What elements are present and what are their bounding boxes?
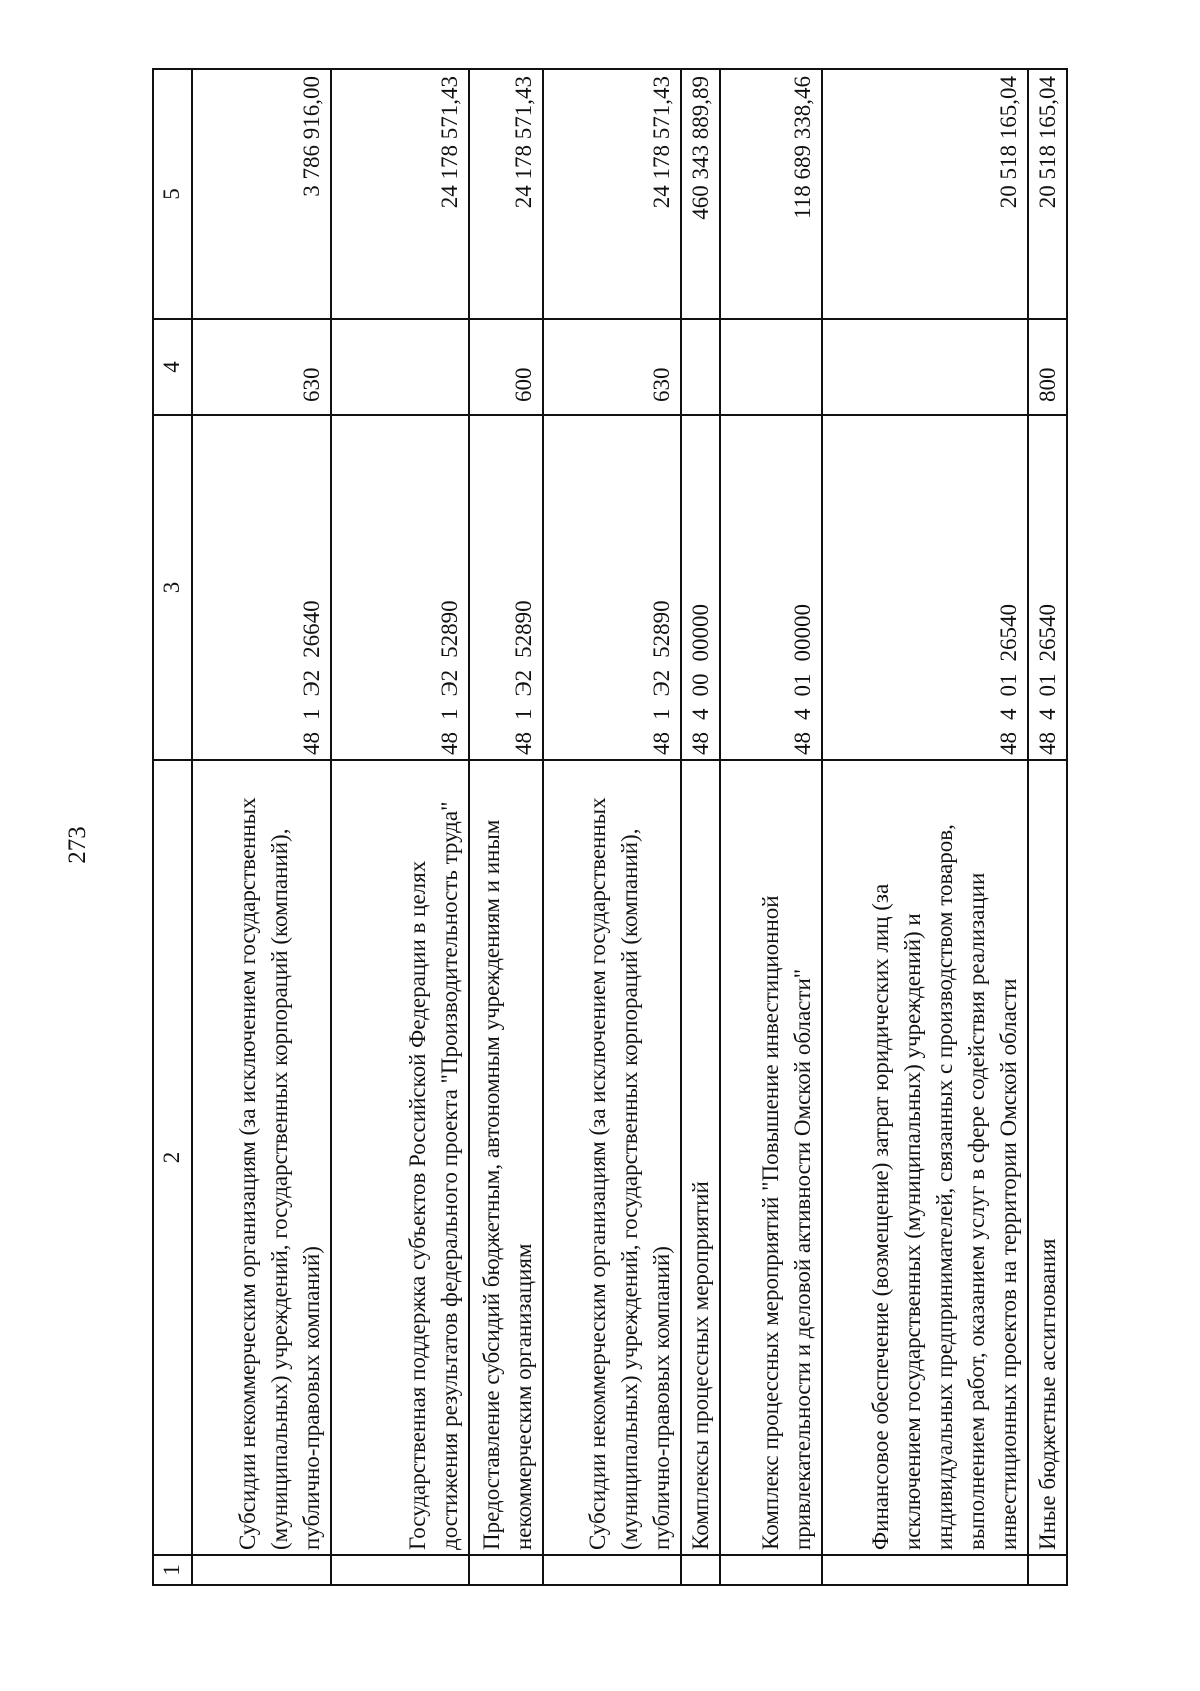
table-row bbox=[469, 69, 543, 1585]
row-code bbox=[1028, 415, 1067, 760]
code-segment: 48 bbox=[790, 732, 816, 755]
row-amount: 3 786 916,00 bbox=[192, 69, 331, 319]
code-segment: 26540 bbox=[995, 604, 1021, 662]
row-amount: 24 178 571,43 bbox=[331, 69, 470, 319]
code-segment: 4 bbox=[1035, 708, 1060, 720]
row-name: Финансовое обеспечение (возмещение) затрат юридических лиц (за исключением государственных (муниципальных) учреждений) и индивидуальных предпринимателей, связанных с производством товаров, выполнением работ, оказанием услуг в сфере содействия реализации инвестиционных проектов на территории Омской области bbox=[822, 760, 1028, 1555]
header-row bbox=[153, 69, 192, 1585]
code-segment: 4 bbox=[995, 708, 1021, 720]
row-name: Предоставление субсидий бюджетным, автономным учреждениям и иным некоммерческим организациям bbox=[469, 760, 543, 1555]
code-segment: 26540 bbox=[1035, 604, 1060, 662]
row-expense-type bbox=[720, 319, 822, 415]
header-col-2: 2 bbox=[153, 760, 192, 1555]
budget-table-frame bbox=[152, 70, 1068, 1586]
code-segment: 00000 bbox=[688, 604, 714, 662]
row-code bbox=[681, 415, 720, 760]
code-segment: 01 bbox=[1035, 673, 1060, 697]
header-col-4: 4 bbox=[153, 319, 192, 415]
row-index-cell bbox=[681, 1555, 720, 1585]
row-code bbox=[822, 415, 1028, 760]
code-segment: 48 bbox=[649, 732, 675, 755]
table-row bbox=[192, 69, 331, 1585]
code-segment: 48 bbox=[298, 732, 324, 755]
row-expense-type bbox=[822, 319, 1028, 415]
code-segment: Э2 bbox=[510, 669, 536, 697]
row-name: Субсидии некоммерческим организациям (за исключением государственных (муниципальных) учреждений, государственных корпораций (компаний), публично-правовых компаний) bbox=[192, 760, 331, 1555]
table-row bbox=[331, 69, 470, 1585]
code-segment: 01 bbox=[995, 673, 1021, 697]
row-code bbox=[192, 415, 331, 760]
code-segment: 52890 bbox=[649, 600, 675, 658]
code-segment: 48 bbox=[1035, 732, 1060, 755]
row-expense-type: 630 bbox=[192, 319, 331, 415]
row-name: Субсидии некоммерческим организациям (за исключением государственных (муниципальных) учреждений, государственных корпораций (компаний), публично-правовых компаний) bbox=[543, 760, 682, 1555]
table-row bbox=[681, 69, 720, 1585]
code-segment: 48 bbox=[995, 732, 1021, 755]
code-segment: 1 bbox=[510, 708, 536, 720]
row-expense-type: 630 bbox=[543, 319, 682, 415]
row-name: Комплекс процессных мероприятий "Повышение инвестиционной привлекательности и деловой активности Омской области" bbox=[720, 760, 822, 1555]
header-col-1: 1 bbox=[153, 1555, 192, 1585]
table-row bbox=[543, 69, 682, 1585]
code-segment: 4 bbox=[790, 708, 816, 720]
row-name: Комплексы процессных мероприятий bbox=[681, 760, 720, 1555]
row-code bbox=[469, 415, 543, 760]
code-segment: 1 bbox=[649, 708, 675, 720]
row-amount: 20 518 165,04 bbox=[1028, 69, 1067, 319]
code-segment: 01 bbox=[790, 673, 816, 697]
code-segment: 4 bbox=[688, 708, 714, 720]
code-segment: 00000 bbox=[790, 604, 816, 662]
code-segment: 00 bbox=[688, 673, 714, 697]
page-number: 273 bbox=[64, 826, 91, 864]
code-segment: 48 bbox=[437, 732, 463, 755]
code-segment: 26640 bbox=[298, 600, 324, 658]
table-row bbox=[822, 69, 1028, 1585]
table-row bbox=[720, 69, 822, 1585]
row-code bbox=[331, 415, 470, 760]
row-name: Государственная поддержка субъектов Российской Федерации в целях достижения результатов федерального проекта "Производительность труда" bbox=[331, 760, 470, 1555]
row-expense-type: 600 bbox=[469, 319, 543, 415]
row-amount: 20 518 165,04 bbox=[822, 69, 1028, 319]
row-amount: 24 178 571,43 bbox=[469, 69, 543, 319]
row-amount: 24 178 571,43 bbox=[543, 69, 682, 319]
row-index-cell bbox=[192, 1555, 331, 1585]
row-index-cell bbox=[543, 1555, 682, 1585]
row-index-cell bbox=[469, 1555, 543, 1585]
row-name: Иные бюджетные ассигнования bbox=[1028, 760, 1067, 1555]
budget-table bbox=[152, 68, 1068, 1586]
row-expense-type: 800 bbox=[1028, 319, 1067, 415]
row-index-cell bbox=[720, 1555, 822, 1585]
row-amount: 460 343 889,89 bbox=[681, 69, 720, 319]
row-index-cell bbox=[822, 1555, 1028, 1585]
row-index-cell bbox=[331, 1555, 470, 1585]
row-index-cell bbox=[1028, 1555, 1067, 1585]
code-segment: Э2 bbox=[649, 669, 675, 697]
code-segment: 48 bbox=[688, 732, 714, 755]
code-segment: 1 bbox=[437, 708, 463, 720]
table-row bbox=[1028, 69, 1067, 1585]
header-col-5: 5 bbox=[153, 69, 192, 319]
code-segment: 52890 bbox=[437, 600, 463, 658]
code-segment: 48 bbox=[510, 732, 536, 755]
code-segment: Э2 bbox=[298, 669, 324, 697]
row-expense-type bbox=[681, 319, 720, 415]
row-code bbox=[720, 415, 822, 760]
header-col-3: 3 bbox=[153, 415, 192, 760]
row-expense-type bbox=[331, 319, 470, 415]
code-segment: 1 bbox=[298, 708, 324, 720]
code-segment: Э2 bbox=[437, 669, 463, 697]
row-code bbox=[543, 415, 682, 760]
row-amount: 118 689 338,46 bbox=[720, 69, 822, 319]
code-segment: 52890 bbox=[510, 600, 536, 658]
